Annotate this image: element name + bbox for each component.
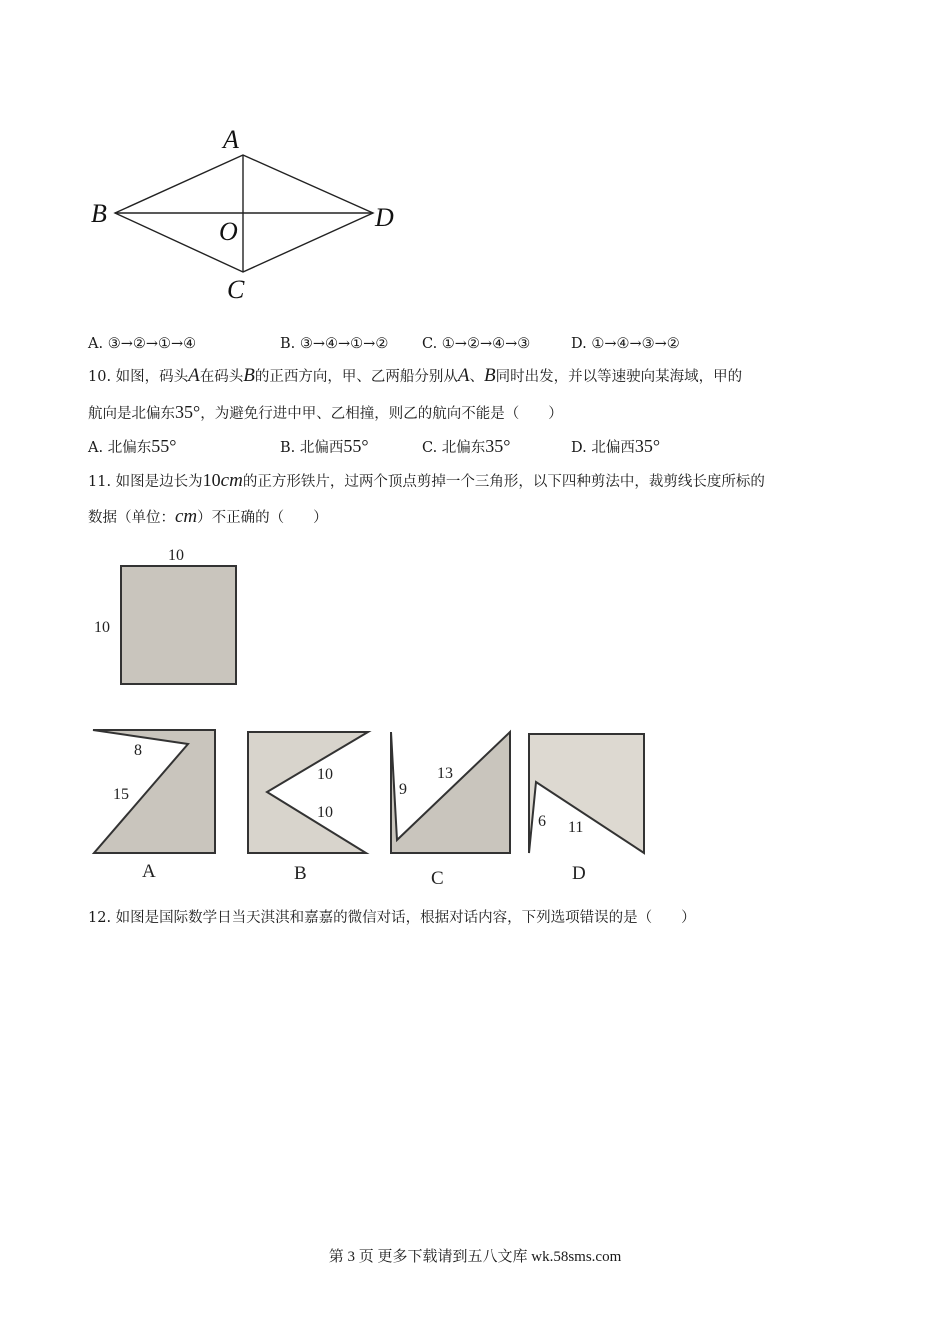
option-c-caption: C — [431, 868, 444, 889]
option-a-figure — [88, 722, 223, 887]
q10-option-d: D. 北偏西35° — [571, 436, 661, 456]
option-d-caption: D — [572, 863, 586, 884]
option-c-label-1: 9 — [399, 781, 407, 798]
square-plate — [121, 566, 236, 684]
q10-line2: 航向是北偏东35°，为避免行进中甲、乙相撞，则乙的航向不能是（ ） — [88, 402, 563, 422]
page-footer: 第 3 页 更多下载请到五八文库 wk.58sms.com — [328, 1249, 622, 1265]
q11-line1: 11. 如图是边长为10cm的正方形铁片，过两个顶点剪掉一个三角形，以下四种剪法中，裁剪线长度所标的 — [88, 470, 765, 491]
q10-line1: 10. 如图，码头A在码头B的正西方向，甲、乙两船分别从A、B同时出发，并以等速驶向某海域，甲的 — [88, 365, 743, 386]
q9-option-d: D. ①→④→③→② — [571, 336, 680, 352]
vertex-d-label: D — [375, 203, 394, 232]
q10-option-c: C. 北偏东35° — [422, 436, 511, 456]
option-b-caption: B — [294, 863, 307, 884]
vertex-c-label: C — [227, 275, 245, 304]
option-a-label-1: 8 — [134, 742, 142, 759]
vertex-a-label: A — [223, 125, 239, 154]
q9-option-b: B. ③→④→①→② — [280, 336, 389, 352]
q10-option-a: A. 北偏东55° — [88, 436, 177, 456]
option-d-label-1: 6 — [538, 813, 546, 830]
option-a-shape — [93, 730, 215, 853]
var-a: A — [188, 365, 200, 386]
option-b-figure — [243, 722, 378, 887]
square-top-label: 10 — [168, 547, 184, 564]
option-b-shape — [248, 732, 368, 853]
q11-line2: 数据（单位：cm）不正确的（ ） — [88, 506, 328, 527]
square-left-label: 10 — [94, 619, 110, 636]
option-a-label-2: 15 — [113, 786, 129, 803]
rhombus-figure — [85, 120, 415, 310]
vertex-b-label: B — [91, 199, 107, 228]
option-c-figure — [385, 722, 520, 892]
option-d-figure — [524, 722, 659, 887]
q9-option-a: A. ③→②→①→④ — [88, 336, 197, 352]
option-d-shape — [529, 734, 644, 853]
option-d-label-2: 11 — [568, 819, 584, 836]
option-b-label-2: 10 — [317, 804, 333, 821]
center-o-label: O — [219, 217, 238, 246]
q12-line: 12. 如图是国际数学日当天淇淇和嘉嘉的微信对话，根据对话内容，下列选项错误的是（ ） — [88, 910, 696, 926]
option-b-label-1: 10 — [317, 766, 333, 783]
square-figure — [90, 540, 250, 690]
option-a-caption: A — [142, 861, 156, 882]
option-c-label-2: 13 — [437, 765, 453, 782]
option-c-shape — [391, 732, 510, 853]
q10-option-b: B. 北偏西55° — [280, 436, 369, 456]
var-b: B — [243, 365, 255, 386]
q9-option-c: C. ①→②→④→③ — [422, 336, 531, 352]
